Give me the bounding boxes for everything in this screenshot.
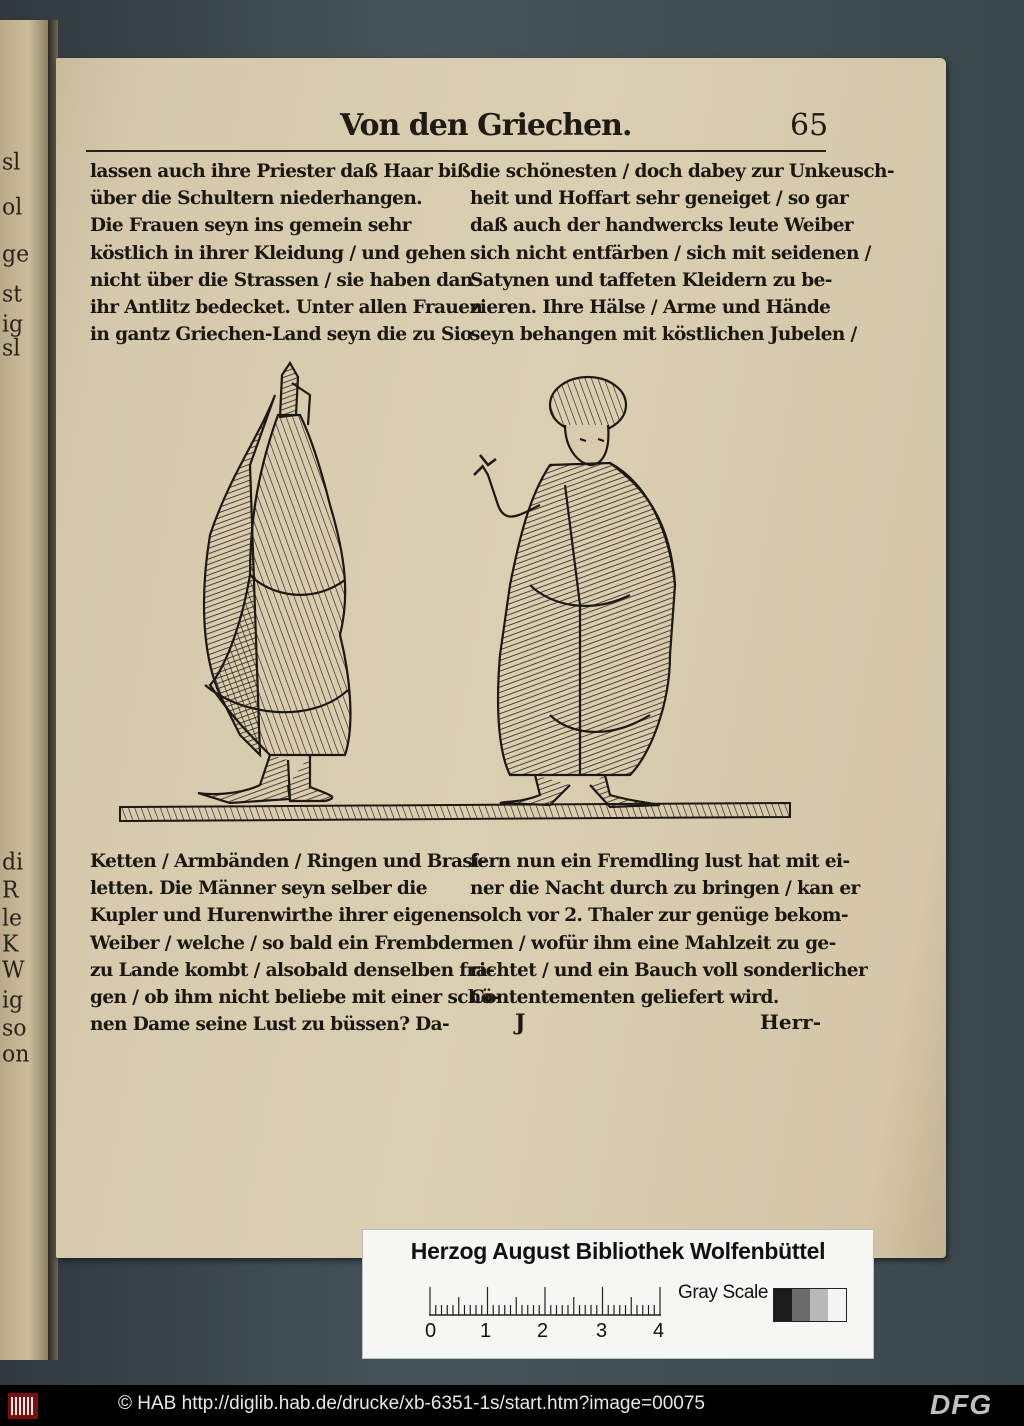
copyright-link[interactable]: © HAB http://diglib.hab.de/drucke/xb-6351-1s/start.htm?image=00075 [118, 1393, 705, 1414]
text-line: lassen auch ihre Priester daß Haar biß [90, 161, 471, 182]
text-line: zu Lande kombt / alsobald denselben fra- [90, 959, 495, 981]
text-line: daß auch der handwercks leute Weiber [470, 215, 854, 237]
text-line: Contentementen geliefert wird. [470, 987, 779, 1009]
text-column-bottom-left [90, 848, 500, 1038]
text-line: Ketten / Armbänden / Ringen und Brasi- [90, 851, 486, 872]
facing-page-text-fragment: ol [2, 194, 23, 221]
measuring-ruler [429, 1286, 669, 1316]
head-rule [86, 150, 826, 152]
text-line: heit und Hoffart sehr geneiget / so gar [470, 188, 849, 210]
text-line: nicht über die Strassen / sie haben dan [90, 269, 473, 291]
running-head: Von den Griechen. [340, 108, 632, 143]
facing-page-text-fragment: K [2, 931, 19, 958]
woodcut-illustration [110, 355, 800, 830]
ruler-number: 2 [537, 1320, 549, 1342]
text-column-top-right [470, 158, 894, 348]
text-line: solch vor 2. Thaler zur genüge bekom- [470, 905, 848, 927]
swatch-dark-gray [792, 1289, 810, 1321]
swatch-black [774, 1289, 792, 1321]
text-line: die schönesten / doch dabey zur Unkeusch- [470, 161, 894, 182]
facing-page-text-fragment: ge [2, 241, 30, 268]
text-line: letten. Die Männer seyn selber die [90, 878, 427, 900]
text-line: Kupler und Hurenwirthe ihrer eigenen [90, 905, 471, 927]
text-line: Satynen und taffeten Kleidern zu be- [470, 269, 832, 291]
hab-logo-icon [8, 1393, 38, 1419]
ruler-number: 0 [425, 1320, 437, 1342]
text-line: über die Schultern niederhangen. [90, 188, 423, 210]
ruler-number: 3 [596, 1320, 608, 1342]
swatch-white [828, 1289, 846, 1321]
man-figure [474, 377, 675, 807]
facing-page-text-fragment: ig [2, 311, 24, 338]
viewer-footer [0, 1385, 1024, 1426]
facing-page-text-fragment: R [2, 877, 19, 904]
signature-mark: J [515, 1010, 526, 1036]
text-line: zieren. Ihre Hälse / Arme und Hände [470, 297, 831, 319]
text-line: men / wofür ihm eine Mahlzeit zu ge- [470, 932, 836, 954]
reference-card [362, 1229, 874, 1359]
text-line: gen / ob ihm nicht beliebe mit einer schö- [90, 987, 500, 1009]
text-line: in gantz Griechen-Land seyn die zu Sio [90, 324, 472, 346]
facing-page-text-fragment: W [2, 957, 25, 984]
library-name: Herzog August Bibliothek Wolfenbüttel [410, 1238, 826, 1264]
facing-page-text-fragment: le [2, 905, 23, 932]
text-line: fern nun ein Fremdling lust hat mit ei- [470, 851, 850, 872]
facing-page-text-fragment: st [2, 281, 23, 308]
text-line: sich nicht entfärben / sich mit seidenen / [470, 242, 871, 264]
gray-scale-label: Gray Scale [678, 1282, 768, 1303]
woman-figure [198, 363, 350, 803]
page-number: 65 [790, 108, 829, 143]
text-line: seyn behangen mit köstlichen Jubelen / [470, 324, 857, 346]
text-line: Die Frauen seyn ins gemein sehr [90, 215, 411, 237]
facing-page-text-fragment: so [2, 1015, 27, 1042]
text-line: nen Dame seine Lust zu büssen? Da- [90, 1014, 450, 1036]
text-line: ihr Antlitz bedecket. Unter allen Frauen [90, 297, 483, 319]
text-line: ner die Nacht durch zu bringen / kan er [470, 878, 860, 900]
catchword: Herr- [760, 1010, 821, 1034]
facing-page-text-fragment: on [2, 1041, 30, 1068]
gray-scale-swatch [773, 1288, 847, 1322]
text-column-top-left [90, 158, 483, 348]
facing-page-text-fragment: sl [2, 335, 21, 362]
text-line: Weiber / welche / so bald ein Frembder [90, 932, 471, 954]
text-line: köstlich in ihrer Kleidung / und gehen [90, 242, 466, 264]
ruler-number: 4 [653, 1320, 665, 1342]
facing-page-edge [0, 20, 48, 1360]
facing-page-text-fragment: sl [2, 149, 21, 176]
dfg-logo: DFG [930, 1389, 993, 1420]
swatch-light-gray [810, 1289, 828, 1321]
facing-page-text-fragment: ig [2, 987, 24, 1014]
text-line: richtet / und ein Bauch voll sonderlicher [470, 959, 868, 981]
text-column-bottom-right [470, 848, 868, 1011]
ruler-number: 1 [480, 1320, 492, 1342]
facing-page-text-fragment: di [2, 849, 24, 876]
